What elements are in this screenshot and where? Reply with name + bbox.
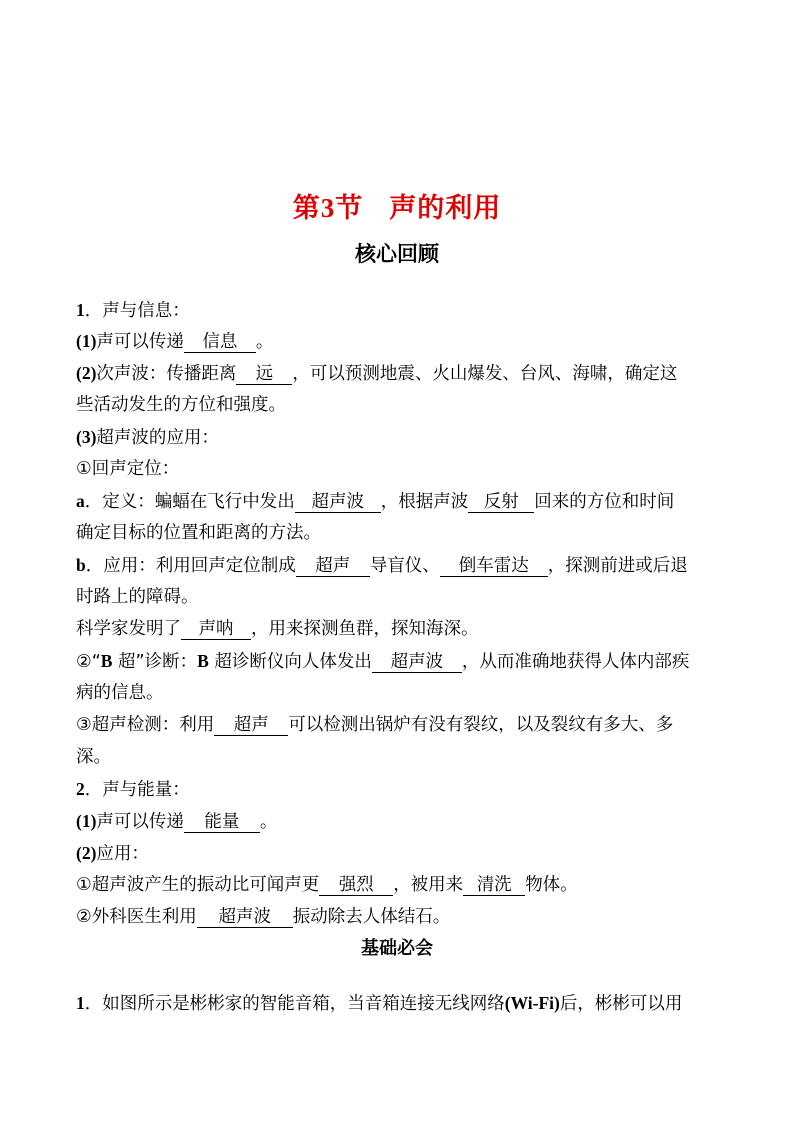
page-title — [0, 186, 794, 225]
answer-blank: 能量 — [184, 812, 260, 833]
echo-definition-cont: 确定目标的位置和距离的方法。 — [76, 523, 321, 543]
section-heading-core-review: 核心回顾 — [355, 242, 439, 266]
item-1-1: (1)声可以传递 信息 。 — [76, 331, 274, 352]
answer-blank: 超声 — [214, 715, 288, 736]
b-ultrasound-cont: 病的信息。 — [76, 683, 164, 703]
answer-blank: 超声波 — [295, 492, 381, 513]
item-2-1: (1)声可以传递 能量 。 — [76, 811, 278, 832]
item-2-heading: 2．声与能量： — [76, 779, 190, 800]
item-1-3: (3)超声波的应用： — [76, 427, 219, 448]
question-1: 1．如图所示是彬彬家的智能音箱，当音箱连接无线网络(Wi-Fi)后，彬彬可以用 — [76, 993, 683, 1014]
answer-blank: 信息 — [184, 332, 256, 353]
answer-blank: 远 — [236, 364, 292, 385]
item-1-2: (2)次声波：传播距离 远 ，可以预测地震、火山爆发、台风、海啸，确定这 — [76, 363, 678, 384]
answer-blank: 超声波 — [197, 907, 293, 928]
title-name: 声的利用 — [389, 193, 502, 224]
b-ultrasound-line: ②“B 超”诊断：B 超诊断仪向人体发出 超声波 ，从而准确地获得人体内部疾 — [76, 651, 690, 672]
item-1-heading: 1．声与信息： — [76, 300, 190, 321]
ultrasonic-testing-cont: 深。 — [76, 747, 111, 767]
echo-application: b．应用：利用回声定位制成 超声 导盲仪、 倒车雷达 ，探测前进或后退 — [76, 555, 688, 576]
echo-location-heading: ①回声定位： — [76, 459, 180, 479]
item-2-2: (2)应用： — [76, 843, 149, 864]
echo-definition: a．定义：蝙蝠在飞行中发出 超声波 ，根据声波 反射 回来的方位和时间 — [76, 491, 675, 512]
energy-application-2: ②外科医生利用 超声波 振动除去人体结石。 — [76, 907, 451, 927]
title-number: 3 — [320, 193, 336, 223]
energy-application-1: ①超声波产生的振动比可闻声更 强烈 ，被用来 清洗 物体。 — [76, 875, 578, 895]
answer-blank: 清洗 — [463, 875, 525, 896]
title-prefix: 第 — [292, 193, 321, 224]
answer-blank: 反射 — [468, 492, 534, 513]
section-heading-basics: 基础必会 — [361, 938, 433, 959]
item-1-2-cont: 些活动发生的方位和强度。 — [76, 395, 286, 415]
ultrasonic-testing-line: ③超声检测：利用 超声 可以检测出锅炉有没有裂纹，以及裂纹有多大、多 — [76, 715, 674, 735]
answer-blank: 超声波 — [372, 652, 462, 673]
answer-blank: 声呐 — [181, 619, 251, 640]
sonar-line: 科学家发明了 声呐 ，用来探测鱼群，探知海深。 — [76, 619, 479, 639]
answer-blank: 强烈 — [319, 875, 393, 896]
answer-blank: 倒车雷达 — [440, 556, 548, 577]
echo-application-cont: 时路上的障碍。 — [76, 587, 199, 607]
answer-blank: 超声 — [296, 556, 370, 577]
title-suffix: 节 — [335, 193, 364, 224]
